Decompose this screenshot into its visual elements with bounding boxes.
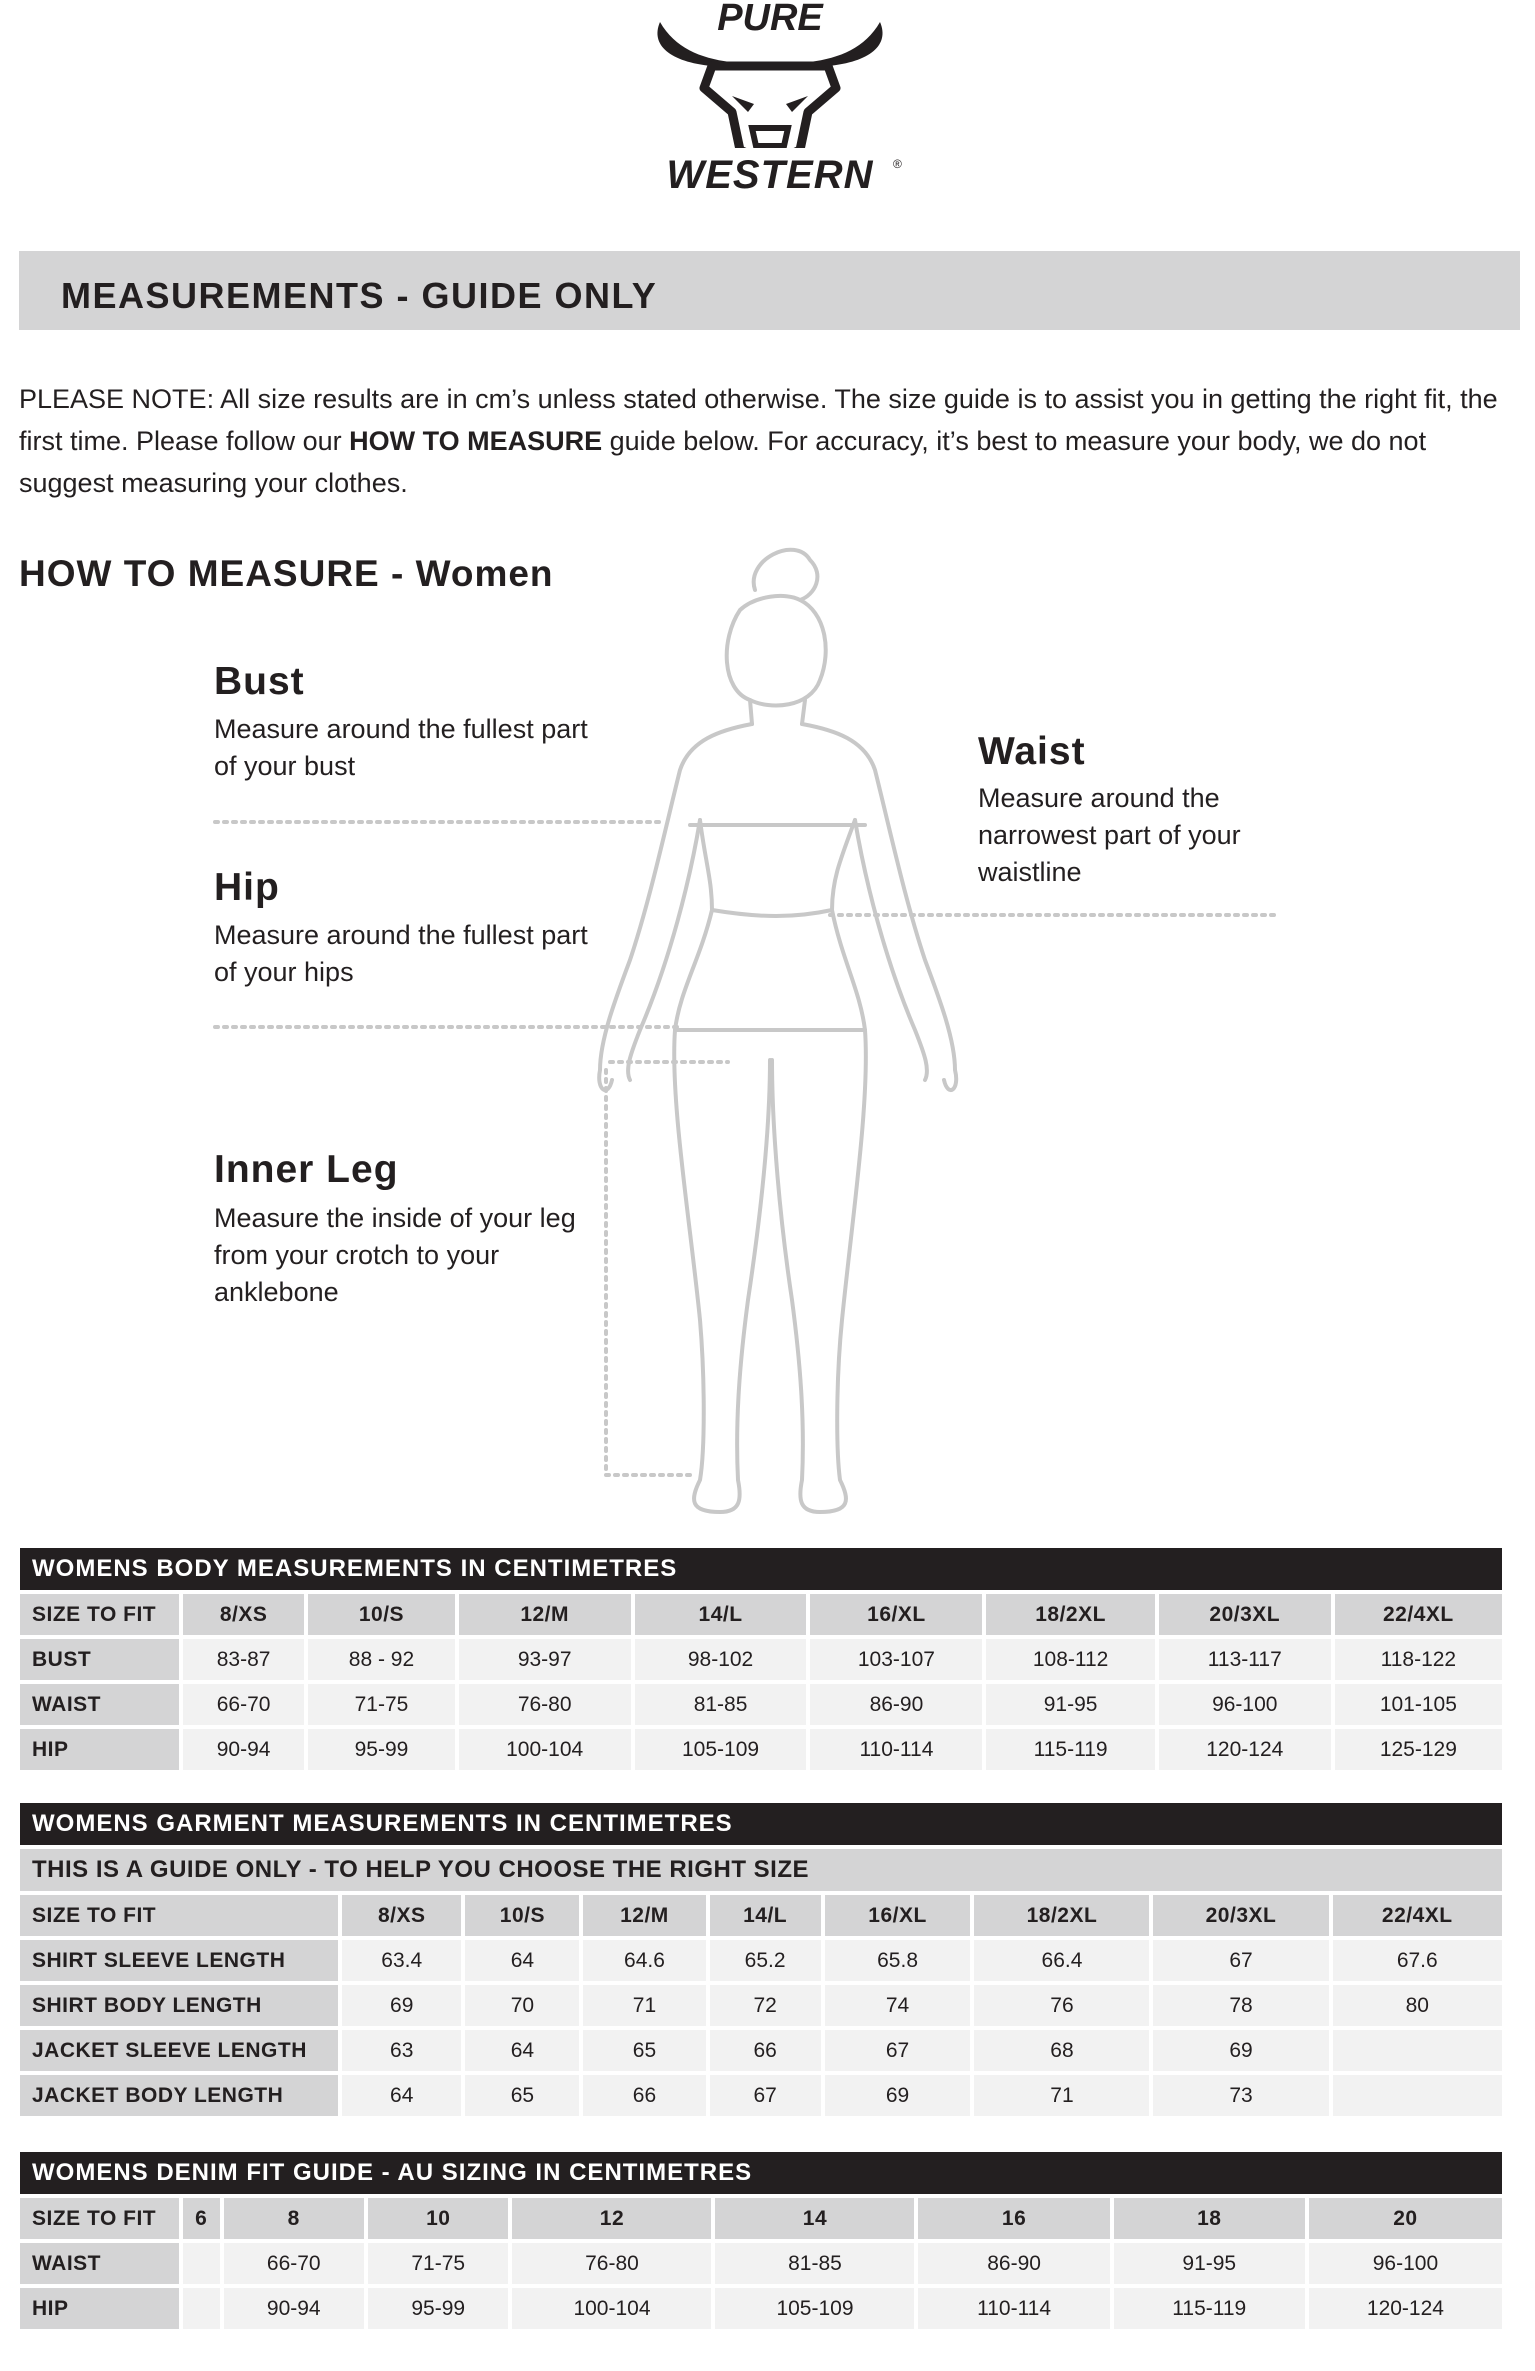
inner-leg-title: Inner Leg (214, 1148, 399, 1191)
note-text-start: PLEASE NOTE: All size results are in cm’s unless stated otherwise. The size guide is to assist you in getting the right fit, the first time. Please follow our (19, 384, 1498, 456)
body-measurements-table (20, 1548, 1502, 1774)
header-cell: 20/3XL (1159, 1594, 1335, 1639)
banner-title: MEASUREMENTS - GUIDE ONLY (61, 275, 658, 316)
table-cell: 65 (583, 2030, 709, 2075)
table-cell: 83-87 (183, 1639, 308, 1684)
table-cell: 86-90 (918, 2243, 1113, 2288)
table-cell: 100-104 (459, 1729, 635, 1774)
table-cell: 65.2 (710, 1940, 825, 1985)
table-cell: 65 (465, 2075, 583, 2120)
header-cell: 12 (512, 2198, 715, 2243)
table-subcaption: THIS IS A GUIDE ONLY - TO HELP YOU CHOOSE THE RIGHT SIZE (20, 1849, 1502, 1895)
row-label: HIP (20, 1729, 183, 1774)
table-cell: 96-100 (1159, 1684, 1335, 1729)
woman-silhouette (599, 550, 956, 1512)
row-label: WAIST (20, 1684, 183, 1729)
waist-title: Waist (978, 730, 1086, 773)
header-cell: 8 (224, 2198, 368, 2243)
logo-word-western: WESTERN (666, 153, 874, 197)
table-caption: WOMENS DENIM FIT GUIDE - AU SIZING IN CENTIMETRES (20, 2152, 1502, 2198)
howto-title: HOW TO MEASURE - Women (19, 553, 554, 594)
table-row (20, 1639, 1502, 1684)
table-cell: 98-102 (635, 1639, 811, 1684)
table-caption: WOMENS BODY MEASUREMENTS IN CENTIMETRES (20, 1548, 1502, 1594)
table-cell (1333, 2075, 1503, 2120)
table-cell (183, 2243, 224, 2288)
registered-mark: ® (893, 157, 902, 171)
header-cell: 18/2XL (986, 1594, 1158, 1639)
table-row (20, 2030, 1502, 2075)
table-cell: 67.6 (1333, 1940, 1503, 1985)
brand-logo (640, 0, 900, 200)
table-caption-row (20, 1803, 1502, 1849)
table-cell: 63 (342, 2030, 465, 2075)
header-cell: 16/XL (825, 1895, 975, 1940)
table-cell: 66-70 (183, 1684, 308, 1729)
inner-leg-description: Measure the inside of your leg from your crotch to your anklebone (214, 1203, 576, 1307)
table-cell: 66-70 (224, 2243, 368, 2288)
section-banner (19, 251, 1520, 330)
header-cell: 6 (183, 2198, 224, 2243)
garment-measurements-table (20, 1803, 1502, 2120)
row-label: WAIST (20, 2243, 183, 2288)
table-row (20, 1940, 1502, 1985)
row-label: SHIRT SLEEVE LENGTH (20, 1940, 342, 1985)
header-cell: 12/M (459, 1594, 635, 1639)
table-cell: 67 (1153, 1940, 1332, 1985)
table-cell: 81-85 (715, 2243, 918, 2288)
logo-word-pure: PURE (717, 0, 823, 39)
bust-title: Bust (214, 660, 305, 703)
table-cell: 96-100 (1309, 2243, 1502, 2288)
header-cell: 14 (715, 2198, 918, 2243)
bull-head-icon (640, 0, 900, 200)
header-cell: 16 (918, 2198, 1113, 2243)
table-cell: 67 (710, 2075, 825, 2120)
table-caption: WOMENS GARMENT MEASUREMENTS IN CENTIMETRES (20, 1803, 1502, 1849)
note-text-emphasis: HOW TO MEASURE (349, 426, 603, 456)
table-cell: 95-99 (308, 1729, 459, 1774)
table-cell: 115-119 (986, 1729, 1158, 1774)
header-cell: 10/S (308, 1594, 459, 1639)
table-cell: 71-75 (308, 1684, 459, 1729)
table-cell: 93-97 (459, 1639, 635, 1684)
header-cell: 18 (1114, 2198, 1309, 2243)
table-caption-row (20, 2152, 1502, 2198)
table-cell: 73 (1153, 2075, 1332, 2120)
header-cell: 10/S (465, 1895, 583, 1940)
table-cell: 76-80 (512, 2243, 715, 2288)
table-cell: 72 (710, 1985, 825, 2030)
table-cell: 101-105 (1335, 1684, 1502, 1729)
header-cell: 16/XL (810, 1594, 986, 1639)
header-cell: 10 (368, 2198, 512, 2243)
table-cell: 110-114 (918, 2288, 1113, 2333)
table-cell: 120-124 (1159, 1729, 1335, 1774)
size-note (19, 378, 1519, 504)
table-cell: 64 (465, 2030, 583, 2075)
table-cell: 76 (974, 1985, 1153, 2030)
table-cell: 105-109 (635, 1729, 811, 1774)
table-cell: 115-119 (1114, 2288, 1309, 2333)
table-cell: 103-107 (810, 1639, 986, 1684)
table-row (20, 1729, 1502, 1774)
row-label: HIP (20, 2288, 183, 2333)
hip-title: Hip (214, 866, 280, 909)
hip-description: Measure around the fullest part of your hips (214, 920, 588, 987)
table-cell: 69 (825, 2075, 975, 2120)
table-cell: 66 (583, 2075, 709, 2120)
table-header-row (20, 2198, 1502, 2243)
table-cell: 90-94 (224, 2288, 368, 2333)
table-cell: 118-122 (1335, 1639, 1502, 1684)
table-cell: 90-94 (183, 1729, 308, 1774)
header-cell: 22/4XL (1333, 1895, 1503, 1940)
row-label: BUST (20, 1639, 183, 1684)
header-cell: SIZE TO FIT (20, 1594, 183, 1639)
table-cell: 67 (825, 2030, 975, 2075)
denim-fit-table (20, 2152, 1502, 2333)
table-cell: 81-85 (635, 1684, 811, 1729)
header-cell: 12/M (583, 1895, 709, 1940)
table-cell: 78 (1153, 1985, 1332, 2030)
table-cell: 71 (974, 2075, 1153, 2120)
table-caption-row (20, 1548, 1502, 1594)
table-cell: 86-90 (810, 1684, 986, 1729)
table-cell: 120-124 (1309, 2288, 1502, 2333)
table-cell: 70 (465, 1985, 583, 2030)
note-text-end: guide below. For accuracy, it’s best to measure your body, we do not suggest measuring your clothes. (19, 426, 1427, 498)
row-label: SHIRT BODY LENGTH (20, 1985, 342, 2030)
table-cell: 80 (1333, 1985, 1503, 2030)
table-subcaption-row (20, 1849, 1502, 1895)
header-cell: SIZE TO FIT (20, 1895, 342, 1940)
bust-description: Measure around the fullest part of your bust (214, 714, 588, 781)
table-cell: 113-117 (1159, 1639, 1335, 1684)
header-cell: 22/4XL (1335, 1594, 1502, 1639)
table-cell: 69 (342, 1985, 465, 2030)
table-cell: 74 (825, 1985, 975, 2030)
header-cell: 8/XS (183, 1594, 308, 1639)
table-header-row (20, 1895, 1502, 1940)
table-cell: 66 (710, 2030, 825, 2075)
table-cell: 125-129 (1335, 1729, 1502, 1774)
table-row (20, 2075, 1502, 2120)
table-row (20, 2288, 1502, 2333)
table-cell: 64.6 (583, 1940, 709, 1985)
table-cell: 105-109 (715, 2288, 918, 2333)
table-cell: 108-112 (986, 1639, 1158, 1684)
table-row (20, 1684, 1502, 1729)
table-cell: 71-75 (368, 2243, 512, 2288)
header-cell: 20 (1309, 2198, 1502, 2243)
table-cell: 100-104 (512, 2288, 715, 2333)
header-cell: SIZE TO FIT (20, 2198, 183, 2243)
table-cell: 68 (974, 2030, 1153, 2075)
table-cell: 65.8 (825, 1940, 975, 1985)
table-cell: 64 (342, 2075, 465, 2120)
table-cell: 110-114 (810, 1729, 986, 1774)
table-cell: 88 - 92 (308, 1639, 459, 1684)
row-label: JACKET SLEEVE LENGTH (20, 2030, 342, 2075)
table-cell: 95-99 (368, 2288, 512, 2333)
table-cell: 71 (583, 1985, 709, 2030)
table-header-row (20, 1594, 1502, 1639)
table-cell (1333, 2030, 1503, 2075)
table-cell (183, 2288, 224, 2333)
header-cell: 8/XS (342, 1895, 465, 1940)
header-cell: 20/3XL (1153, 1895, 1332, 1940)
table-cell: 91-95 (986, 1684, 1158, 1729)
table-row (20, 2243, 1502, 2288)
header-cell: 14/L (635, 1594, 811, 1639)
header-cell: 14/L (710, 1895, 825, 1940)
header-cell: 18/2XL (974, 1895, 1153, 1940)
table-cell: 66.4 (974, 1940, 1153, 1985)
table-cell: 69 (1153, 2030, 1332, 2075)
table-cell: 91-95 (1114, 2243, 1309, 2288)
waist-description: Measure around the narrowest part of your waistline (978, 783, 1241, 887)
table-cell: 63.4 (342, 1940, 465, 1985)
table-row (20, 1985, 1502, 2030)
row-label: JACKET BODY LENGTH (20, 2075, 342, 2120)
table-cell: 64 (465, 1940, 583, 1985)
table-cell: 76-80 (459, 1684, 635, 1729)
